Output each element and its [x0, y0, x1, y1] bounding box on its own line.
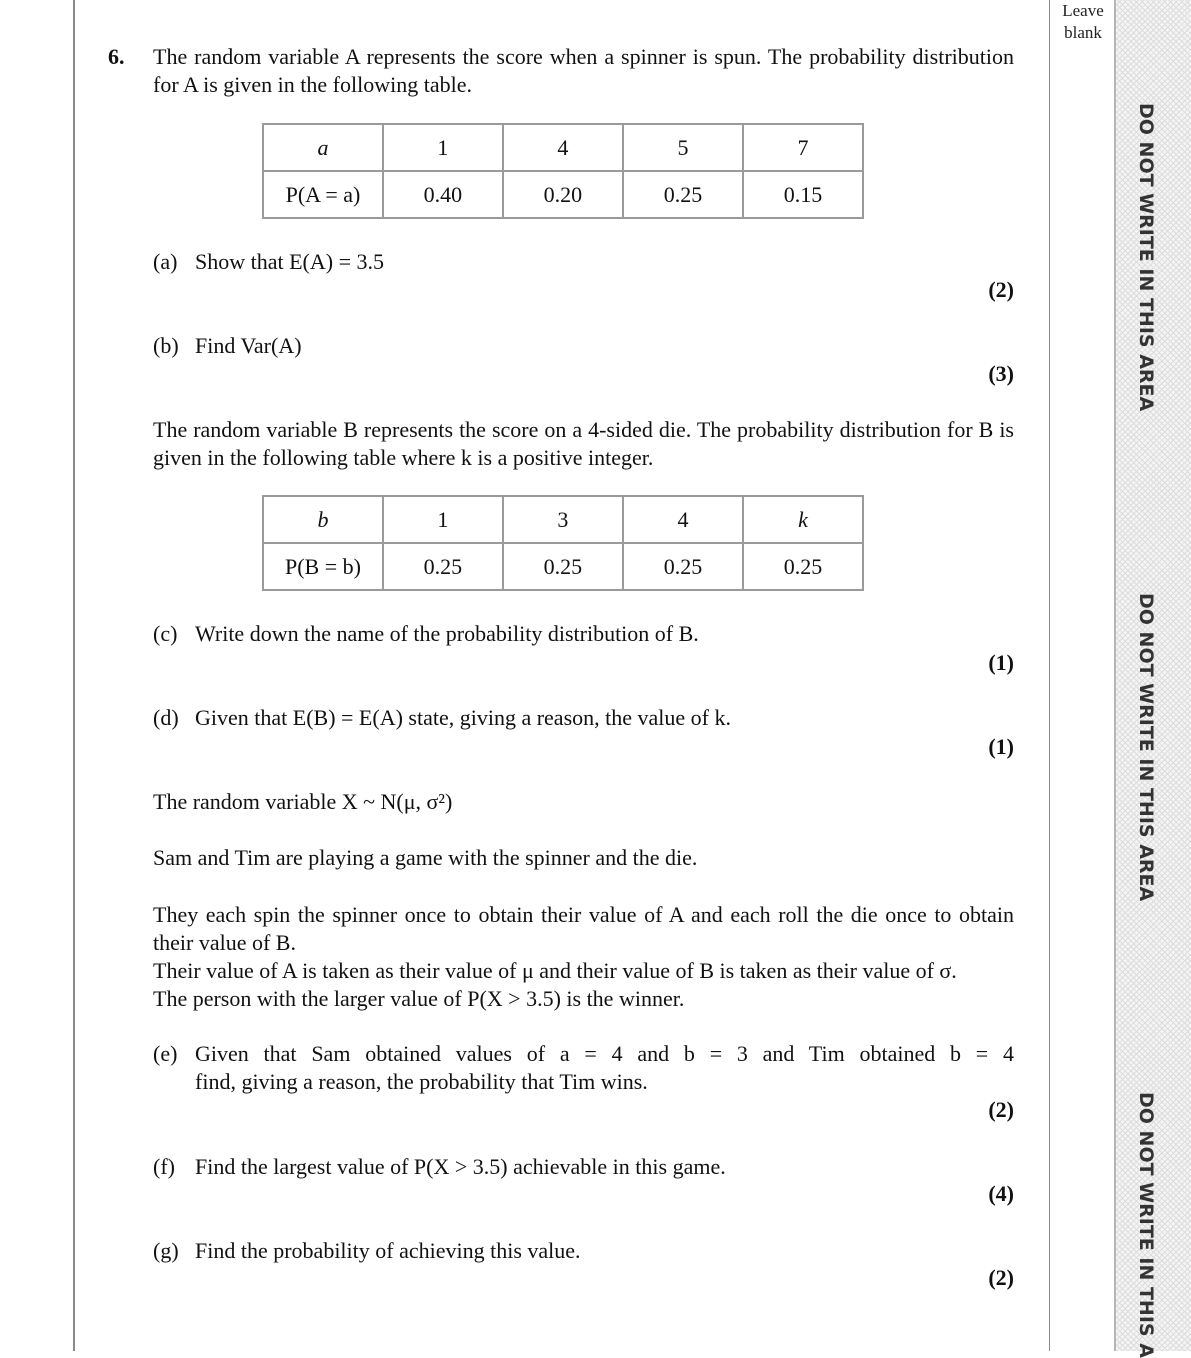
part-d-marks: (1) — [988, 734, 1014, 759]
table-cell: 0.40 — [383, 171, 503, 218]
part-f-text: Find the largest value of P(X > 3.5) achievable in this game. — [195, 1154, 726, 1179]
part-b-marks: (3) — [988, 361, 1014, 386]
table-cell: 0.25 — [383, 543, 503, 590]
table-cell: 4 — [503, 124, 623, 171]
table-header-cell: a — [263, 124, 383, 171]
table-row — [263, 171, 863, 218]
answer-area-right-border — [1049, 0, 1050, 1351]
table-header-cell: P(A = a) — [263, 171, 383, 218]
table-cell: 7 — [743, 124, 863, 171]
part-g-marks: (2) — [988, 1265, 1014, 1290]
part-f-marks: (4) — [988, 1181, 1014, 1206]
question-intro: The random variable A represents the score when a spinner is spun. The probability distribution for A is given in the following table. — [153, 44, 1014, 97]
table-header-cell: P(B = b) — [263, 543, 383, 590]
part-e-label: (e) — [153, 1041, 178, 1066]
table-header-cell: b — [263, 496, 383, 543]
table-cell: 0.15 — [743, 171, 863, 218]
game-rules-2: Their value of A is taken as their value of μ and their value of B is taken as their value of σ. — [153, 958, 957, 983]
part-e-marks: (2) — [988, 1097, 1014, 1122]
question-number: 6. — [108, 44, 125, 69]
game-rules-3: The person with the larger value of P(X > 3.5) is the winner. — [153, 986, 685, 1011]
distribution-table-b — [262, 495, 864, 591]
part-d-label: (d) — [153, 705, 179, 730]
table-row — [263, 543, 863, 590]
intro-variable-b: The random variable B represents the score on a 4-sided die. The probability distribution for B is given in the following table where k is a positive integer. — [153, 417, 1014, 470]
game-intro: Sam and Tim are playing a game with the spinner and the die. — [153, 845, 698, 870]
distribution-table-a — [262, 123, 864, 219]
part-c-text: Write down the name of the probability distribution of B. — [195, 621, 699, 646]
table-cell: 0.20 — [503, 171, 623, 218]
table-cell: 0.25 — [623, 543, 743, 590]
part-b-label: (b) — [153, 333, 179, 358]
table-row — [263, 496, 863, 543]
table-cell: k — [743, 496, 863, 543]
part-g-text: Find the probability of achieving this value. — [195, 1238, 581, 1263]
table-cell: 0.25 — [743, 543, 863, 590]
part-a-label: (a) — [153, 249, 178, 274]
part-c-marks: (1) — [988, 650, 1014, 675]
part-e-text-line-2: find, giving a reason, the probability that Tim wins. — [195, 1069, 648, 1094]
table-row — [263, 124, 863, 171]
table-cell: 3 — [503, 496, 623, 543]
table-cell: 0.25 — [503, 543, 623, 590]
part-a-text: Show that E(A) = 3.5 — [195, 249, 384, 274]
part-f-label: (f) — [153, 1154, 175, 1179]
part-a-marks: (2) — [988, 277, 1014, 302]
game-rules-1: They each spin the spinner once to obtain their value of A and each roll the die once to obtain their value of B. — [153, 902, 1014, 955]
table-cell: 5 — [623, 124, 743, 171]
part-e-text-line-1: Given that Sam obtained values of a = 4 and b = 3 and Tim obtained b = 4 — [195, 1041, 1014, 1066]
leave-blank-label: Leave blank — [1062, 1, 1104, 42]
part-c-label: (c) — [153, 621, 178, 646]
table-cell: 4 — [623, 496, 743, 543]
table-cell: 1 — [383, 124, 503, 171]
part-d-text: Given that E(B) = E(A) state, giving a reason, the value of k. — [195, 705, 731, 730]
page-left-border — [73, 0, 75, 1351]
part-g-label: (g) — [153, 1238, 179, 1263]
normal-distribution-statement: The random variable X ~ N(μ, σ²) — [153, 789, 453, 814]
table-cell: 1 — [383, 496, 503, 543]
table-cell: 0.25 — [623, 171, 743, 218]
part-b-text: Find Var(A) — [195, 333, 302, 358]
